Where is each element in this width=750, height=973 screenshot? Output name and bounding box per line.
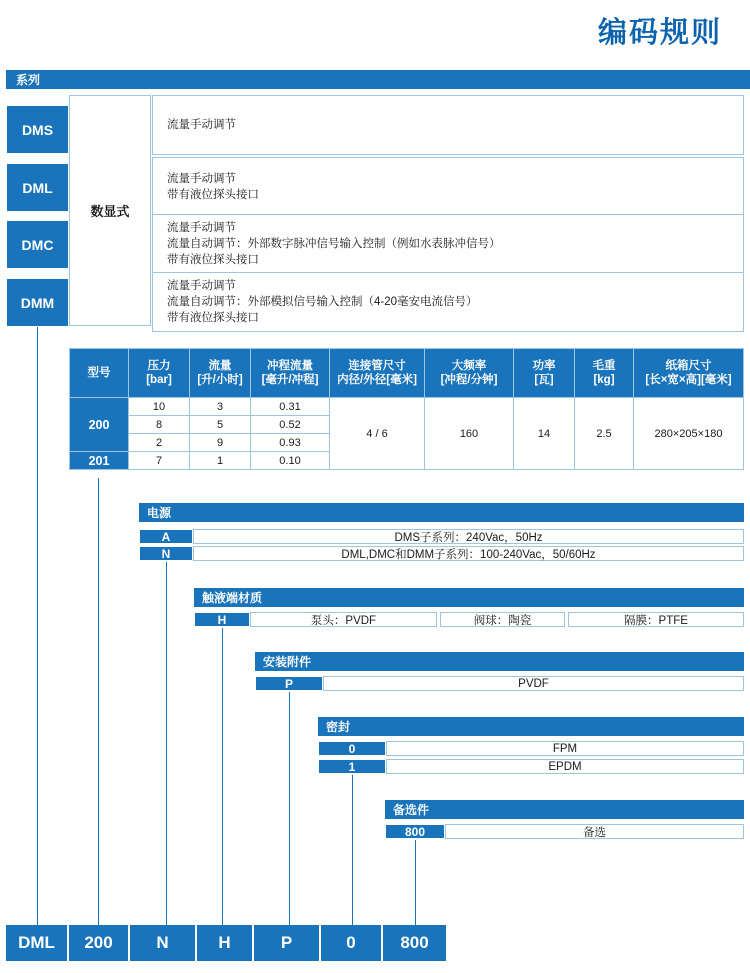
spec-stroke: 0.52 [251, 416, 330, 434]
spec-col-stroke-volume: 冲程流量 [毫升/冲程] [251, 349, 330, 398]
bottom-code-mounting[interactable]: P [254, 925, 321, 961]
spec-pressure: 10 [129, 398, 190, 416]
series-desc-line: 流量自动调节：外部数字脉冲信号输入控制（例如水表脉冲信号） [167, 238, 501, 250]
page-title: 编码规则 [597, 17, 722, 49]
spec-col-pipe-size: 连接管尺寸 内径/外径[毫米] [330, 349, 425, 398]
seal-value-fpm: FPM [386, 741, 744, 756]
bottom-code-model[interactable]: 200 [69, 925, 130, 961]
series-desc-dmm [152, 272, 744, 332]
series-code-dms[interactable]: DMS [6, 105, 69, 154]
seal-value-epdm: EPDM [386, 759, 744, 774]
spare-value: 备选 [445, 824, 744, 839]
spec-pressure: 7 [129, 452, 190, 470]
power-supply-title: 电源 [139, 503, 744, 522]
series-desc-line: 带有液位探头接口 [167, 189, 259, 201]
spec-flow: 9 [190, 434, 251, 452]
connector-line-mounting [289, 692, 290, 925]
seal-title: 密封 [318, 717, 744, 736]
wetted-materials-title: 触液端材质 [194, 588, 744, 607]
series-code-dmm[interactable]: DMM [6, 278, 69, 327]
mounting-title: 安装附件 [255, 652, 744, 671]
spec-col-power: 功率 [瓦] [514, 349, 575, 398]
mounting-code-p[interactable]: P [255, 676, 323, 691]
connector-line-wetted [222, 628, 223, 925]
series-desc-line: 流量手动调节 [167, 280, 236, 292]
connector-line-series [37, 327, 38, 925]
spec-code-200[interactable]: 200 [70, 398, 129, 452]
mounting-value: PVDF [323, 676, 744, 691]
spec-flow: 1 [190, 452, 251, 470]
bottom-code-spare[interactable]: 800 [383, 925, 446, 961]
wetted-materials-valve-ball: 阀球：陶瓷 [440, 612, 565, 627]
spec-pipe: 4 / 6 [330, 398, 425, 470]
spec-stroke: 0.10 [251, 452, 330, 470]
power-supply-value-n: DML,DMC和DMM子系列：100-240Vac，50/60Hz [193, 546, 744, 561]
spec-code-201[interactable]: 201 [70, 452, 129, 470]
series-desc-dmc [152, 214, 744, 274]
connector-line-seal [352, 775, 353, 925]
spec-pressure: 8 [129, 416, 190, 434]
series-desc-line: 流量手动调节 [167, 222, 236, 234]
spec-col-weight: 毛重 [kg] [575, 349, 634, 398]
spec-col-flow: 流量 [升/小时] [190, 349, 251, 398]
bottom-code-strip [6, 925, 446, 961]
spec-carton: 280×205×180 [634, 398, 744, 470]
table-row[interactable] [70, 398, 744, 416]
spec-pressure: 2 [129, 434, 190, 452]
series-desc-dms [152, 95, 744, 155]
spare-title: 备选件 [385, 800, 744, 819]
spec-stroke: 0.31 [251, 398, 330, 416]
spec-power: 14 [514, 398, 575, 470]
connector-line-power [166, 562, 167, 925]
bottom-code-power[interactable]: N [130, 925, 197, 961]
series-header-label: 系列 [16, 73, 41, 87]
seal-code-0[interactable]: 0 [318, 741, 386, 756]
wetted-materials-code-h[interactable]: H [194, 612, 250, 627]
bottom-code-seal[interactable]: 0 [321, 925, 383, 961]
series-code-dml[interactable]: DML [6, 163, 69, 212]
power-supply-value-a: DMS子系列：240Vac，50Hz [193, 529, 744, 544]
spec-col-model: 型号 [70, 349, 129, 398]
series-header [6, 70, 750, 89]
series-desc-line: 流量手动调节 [167, 119, 236, 131]
spec-stroke: 0.93 [251, 434, 330, 452]
series-code-dmc[interactable]: DMC [6, 220, 69, 269]
spec-flow: 5 [190, 416, 251, 434]
series-type-label: 数显式 [69, 95, 151, 326]
series-desc-line: 流量手动调节 [167, 173, 236, 185]
connector-line-spare [415, 840, 416, 925]
spec-table [69, 348, 744, 470]
spare-code-800[interactable]: 800 [385, 824, 445, 839]
spec-col-pressure: 压力 [bar] [129, 349, 190, 398]
bottom-code-wetted[interactable]: H [197, 925, 254, 961]
spec-flow: 3 [190, 398, 251, 416]
seal-code-1[interactable]: 1 [318, 759, 386, 774]
series-desc-line: 带有液位探头接口 [167, 254, 259, 266]
spec-frequency: 160 [425, 398, 514, 470]
series-desc-dml [152, 157, 744, 217]
series-desc-line: 流量自动调节：外部模拟信号输入控制（4-20毫安电流信号） [167, 296, 478, 308]
spec-col-frequency: 大频率 [冲程/分钟] [425, 349, 514, 398]
spec-col-carton: 纸箱尺寸 [长×宽×高][毫米] [634, 349, 744, 398]
spec-table-header-row [70, 349, 744, 398]
series-desc-line: 带有液位探头接口 [167, 312, 259, 324]
spec-weight: 2.5 [575, 398, 634, 470]
connector-line-model [98, 478, 99, 925]
wetted-materials-diaphragm: 隔膜：PTFE [568, 612, 744, 627]
bottom-code-series[interactable]: DML [6, 925, 69, 961]
wetted-materials-pump-head: 泵头：PVDF [250, 612, 437, 627]
power-supply-code-n[interactable]: N [139, 546, 193, 561]
power-supply-code-a[interactable]: A [139, 529, 193, 544]
